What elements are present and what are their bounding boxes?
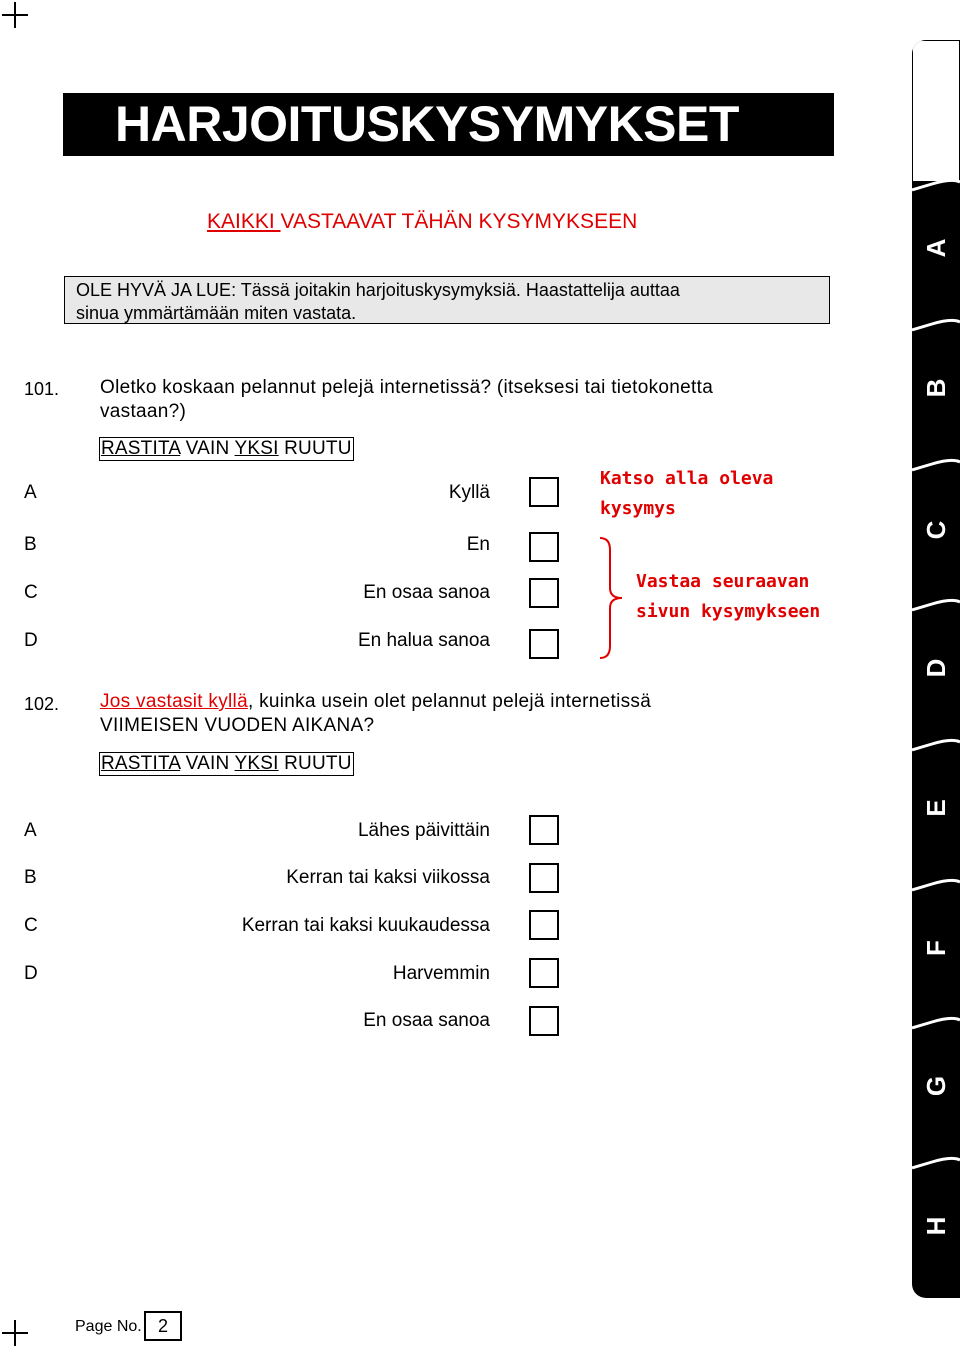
instruction-word-vain: VAIN <box>180 438 235 459</box>
routing-heading-rest: VASTAAVAT TÄHÄN KYSYMYKSEEN <box>280 210 638 233</box>
question-102-line-1-rest: , kuinka usein olet pelannut pelejä internetissä <box>247 691 652 712</box>
routing-note-yes <box>600 464 773 524</box>
option-label: En osaa sanoa <box>363 582 490 603</box>
instruction-word-yksi: YKSI <box>234 438 279 459</box>
section-tab-g: G <box>921 1075 951 1097</box>
option-letter: B <box>24 867 37 888</box>
question-101-instruction <box>99 437 354 461</box>
option-label: En osaa sanoa <box>363 1010 490 1031</box>
question-102-line-1 <box>100 690 840 714</box>
option-label: En halua sanoa <box>357 630 490 651</box>
routing-heading-underlined: KAIKKI <box>207 210 281 233</box>
option-checkbox-en-osaa-sanoa[interactable] <box>529 1006 559 1036</box>
option-label: Harvemmin <box>392 963 490 984</box>
option-label: Kerran tai kaksi kuukaudessa <box>241 915 490 936</box>
option-letter: D <box>24 630 38 651</box>
instruction-line-2: sinua ymmärtämään miten vastata. <box>76 303 357 323</box>
section-tab-strip <box>912 40 960 1298</box>
question-102-instruction <box>99 752 354 776</box>
option-letter: B <box>24 534 37 555</box>
option-checkbox-en-halua-sanoa[interactable] <box>529 629 559 659</box>
crop-mark-top-left <box>2 2 28 28</box>
question-101-line-1: Oletko koskaan pelannut pelejä internetissä? (itseksesi tai tietokonetta <box>100 377 714 398</box>
routing-heading <box>207 210 637 234</box>
option-letter: A <box>24 482 37 503</box>
routing-note-yes-line-2: kysymys <box>600 498 676 519</box>
crop-mark-bottom-left <box>2 1320 28 1346</box>
section-tab-h: H <box>921 1216 951 1236</box>
instruction-word-ruutu: RUUTU <box>278 438 352 459</box>
option-label: Lähes päivittäin <box>357 820 490 841</box>
instruction-word-rastita: RASTITA <box>101 753 181 774</box>
curly-brace-icon <box>590 536 630 660</box>
page-title: HARJOITUSKYSYMYKSET <box>63 93 834 156</box>
option-letter: C <box>24 582 38 603</box>
question-101-text <box>100 376 840 424</box>
option-letter: D <box>24 963 38 984</box>
question-101-line-2: vastaan?) <box>100 401 187 422</box>
instruction-line-1: OLE HYVÄ JA LUE: Tässä joitakin harjoituskysymyksiä. Haastattelija auttaa <box>76 280 680 300</box>
option-letter: C <box>24 915 38 936</box>
section-tab-d: D <box>921 658 951 678</box>
routing-note-other <box>636 567 820 627</box>
section-tab-c: C <box>921 520 951 540</box>
option-checkbox-kylla[interactable] <box>529 477 559 507</box>
page-number-box: 2 <box>144 1311 182 1341</box>
option-letter: A <box>24 820 37 841</box>
option-label: Kyllä <box>448 482 490 503</box>
option-checkbox-en[interactable] <box>529 532 559 562</box>
question-102-number: 102. <box>24 694 60 714</box>
question-101-number: 101. <box>24 379 60 399</box>
section-tab-b: B <box>921 378 951 398</box>
option-checkbox-en-osaa-sanoa[interactable] <box>529 578 559 608</box>
option-label: En <box>466 534 490 555</box>
section-tab-e: E <box>921 799 951 817</box>
routing-note-other-line-2: sivun kysymykseen <box>636 601 821 622</box>
instruction-word-rastita: RASTITA <box>101 438 181 459</box>
option-checkbox-kuukaudessa[interactable] <box>529 910 559 940</box>
tab-separators <box>912 40 960 1298</box>
section-tab-a: A <box>921 238 951 258</box>
option-checkbox-lahes-paivittain[interactable] <box>529 815 559 845</box>
instruction-word-vain: VAIN <box>180 753 235 774</box>
question-102-condition: Jos vastasit kyllä <box>100 691 248 712</box>
instruction-word-ruutu: RUUTU <box>278 753 352 774</box>
question-102-line-2: VIIMEISEN VUODEN AIKANA? <box>100 715 375 736</box>
option-checkbox-harvemmin[interactable] <box>529 958 559 988</box>
routing-note-other-line-1: Vastaa seuraavan <box>636 571 810 592</box>
option-label: Kerran tai kaksi viikossa <box>286 867 490 888</box>
page-number-label: Page No. <box>75 1318 142 1335</box>
question-102-text <box>100 690 840 738</box>
instruction-word-yksi: YKSI <box>234 753 279 774</box>
instruction-box <box>64 276 830 324</box>
routing-note-yes-line-1: Katso alla oleva <box>600 468 774 489</box>
section-tab-f: F <box>921 940 951 956</box>
option-checkbox-viikossa[interactable] <box>529 863 559 893</box>
